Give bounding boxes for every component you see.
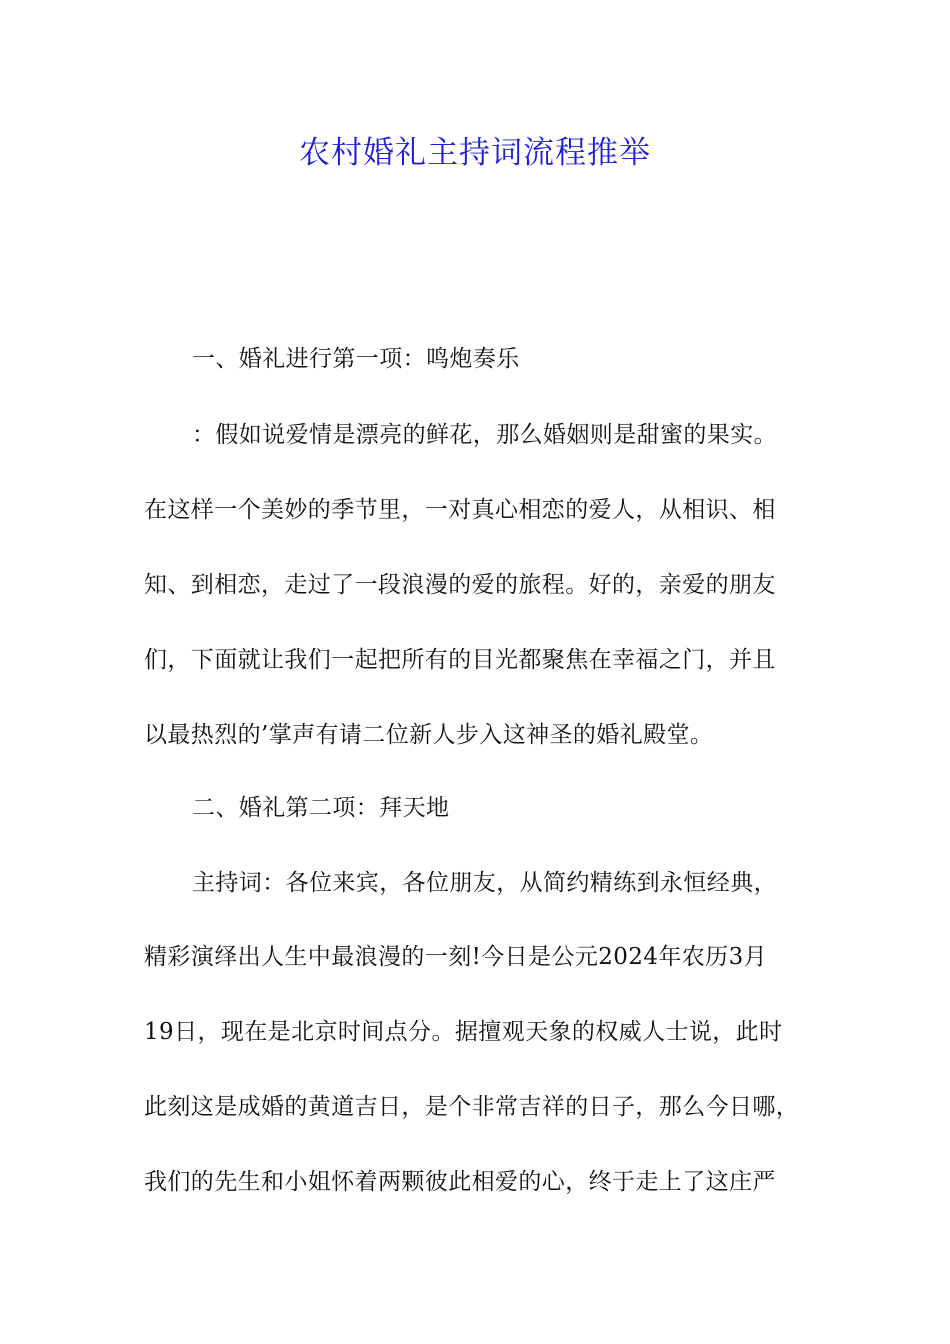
section-heading-2: 二、婚礼第二项：拜天地 — [192, 795, 450, 821]
paragraph-line: 我们的先生和小姐怀着两颗彼此相爱的心，终于走上了这庄严 — [144, 1169, 776, 1195]
paragraph-line: 以最热烈的’掌声有请二位新人步入这神圣的婚礼殿堂。 — [144, 722, 714, 748]
paragraph-line: ：假如说爱情是漂亮的鲜花，那么婚姻则是甜蜜的果实。 — [192, 422, 777, 448]
paragraph-line: 精彩演绎出人生中最浪漫的一刻!今日是公元2024年农历3月 — [144, 944, 768, 970]
paragraph-line: 主持词：各位来宾，各位朋友，从简约精练到永恒经典， — [192, 870, 777, 896]
paragraph-line: 们，下面就让我们一起把所有的目光都聚焦在幸福之门，并且 — [144, 647, 776, 673]
document-title: 农村婚礼主持词流程推举 — [299, 135, 651, 171]
paragraph-line: 19日，现在是北京时间点分。据擅观天象的权威人士说，此时 — [144, 1019, 783, 1045]
paragraph-line: 此刻这是成婚的黄道吉日，是个非常吉祥的日子，那么今日哪， — [144, 1094, 800, 1120]
paragraph-line: 知、到相恋，走过了一段浪漫的爱的旅程。好的，亲爱的朋友 — [144, 572, 776, 598]
paragraph-line: 在这样一个美妙的季节里，一对真心相恋的爱人，从相识、相 — [144, 497, 776, 523]
section-heading-1: 一、婚礼进行第一项：鸣炮奏乐 — [192, 346, 520, 372]
